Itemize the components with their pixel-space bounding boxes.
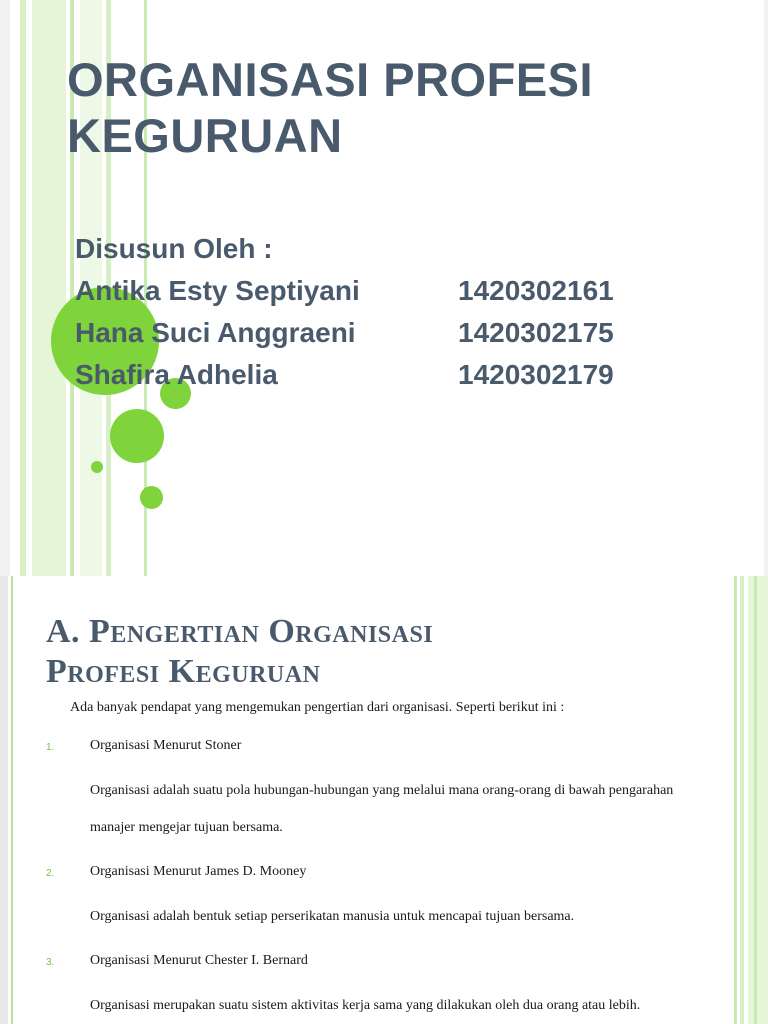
- decorative-stripe: [11, 576, 13, 1024]
- decorative-circle: [140, 486, 163, 509]
- list-item-body: Organisasi adalah bentuk setiap perserikatan manusia untuk mencapai tujuan bersama.: [90, 909, 575, 924]
- section-title-line2: Profesi Keguruan: [46, 653, 321, 690]
- section-title-line1: A. Pengertian Organisasi: [46, 613, 434, 650]
- author-row: [75, 354, 614, 396]
- author-row: [75, 312, 614, 354]
- list-item: [46, 736, 716, 846]
- definition-list: [46, 736, 716, 1024]
- list-number: 3.: [46, 957, 55, 968]
- intro-text: Ada banyak pendapat yang mengemukan pengertian dari organisasi. Seperti berikut ini :: [70, 700, 565, 715]
- list-item-heading: Organisasi Menurut James D. Mooney: [90, 864, 307, 879]
- decorative-stripe: [740, 576, 744, 1024]
- slide-title-text: ORGANISASI PROFESI KEGURUAN: [67, 53, 594, 162]
- list-item-body: Organisasi adalah suatu pola hubungan-hubungan yang melalui mana orang-orang di bawah pengarahan manajer mengejar tujuan bersama.: [90, 783, 674, 835]
- prepared-by-label: Disusun Oleh :: [75, 233, 273, 264]
- decorative-stripe: [748, 576, 768, 1024]
- decorative-stripe: [20, 0, 26, 576]
- slide-title: [67, 52, 768, 164]
- list-number: 1.: [46, 742, 55, 753]
- list-item-heading: Organisasi Menurut Chester I. Bernard: [90, 953, 308, 968]
- decorative-circle: [110, 409, 164, 463]
- author-name: Hana Suci Anggraeni: [75, 317, 356, 348]
- decorative-stripe: [754, 576, 757, 1024]
- author-row: [75, 270, 614, 312]
- author-name: Antika Esty Septiyani: [75, 275, 360, 306]
- author-nim: 1420302161: [458, 275, 614, 306]
- decorative-stripe: [32, 0, 66, 576]
- slide-edge: [0, 576, 8, 1024]
- author-name: Shafira Adhelia: [75, 359, 278, 390]
- list-item: [46, 862, 716, 935]
- decorative-stripe: [734, 576, 737, 1024]
- author-block: [75, 228, 614, 396]
- decorative-circle: [91, 461, 103, 473]
- author-nim: 1420302175: [458, 317, 614, 348]
- list-item-body: Organisasi merupakan suatu sistem aktivitas kerja sama yang dilakukan oleh dua orang atau lebih.: [90, 998, 641, 1013]
- content-slide: [0, 576, 768, 1024]
- slide-edge: [0, 0, 10, 576]
- section-title: [46, 612, 433, 692]
- author-nim: 1420302179: [458, 359, 614, 390]
- list-item: [46, 951, 716, 1024]
- list-item-heading: Organisasi Menurut Stoner: [90, 738, 242, 753]
- list-number: 2.: [46, 868, 55, 879]
